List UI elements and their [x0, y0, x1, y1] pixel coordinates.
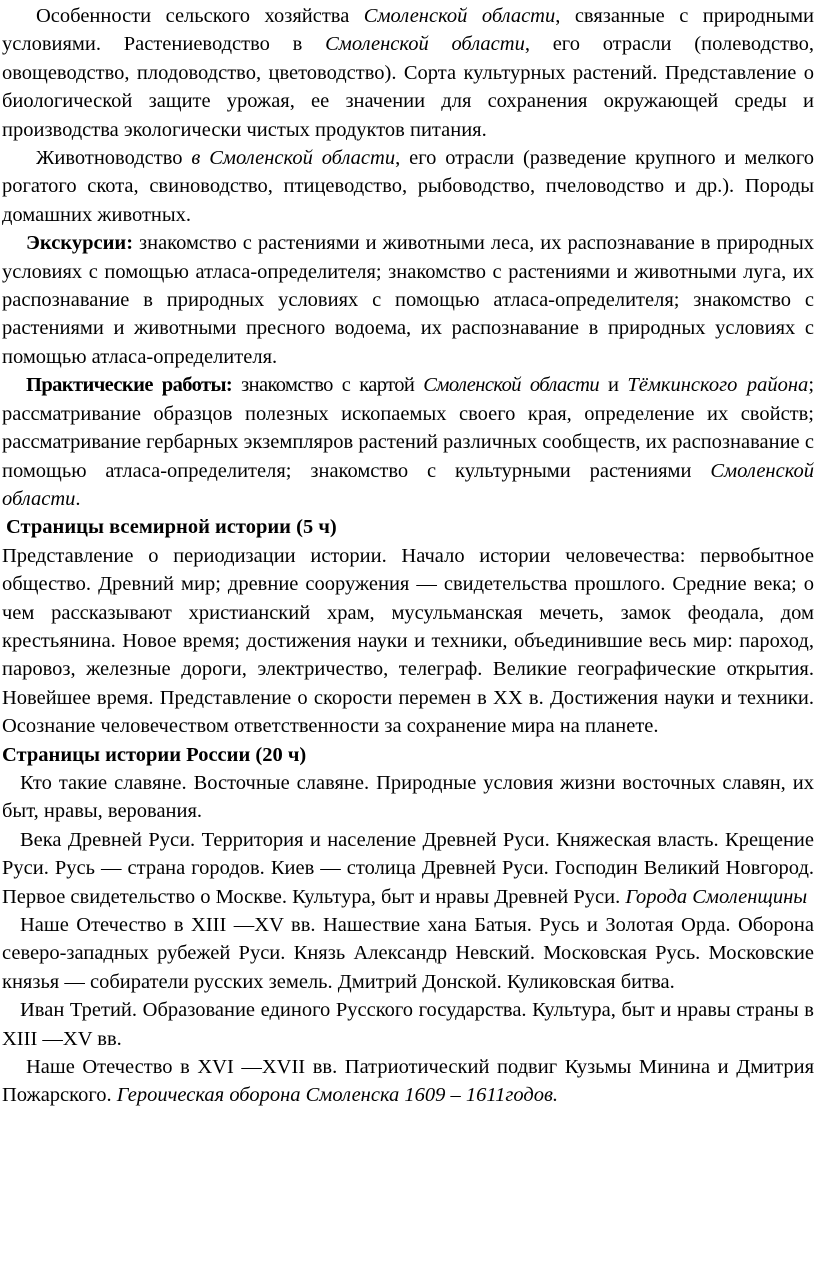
italic-region: в Смоленской области	[191, 147, 396, 170]
text: и	[599, 374, 628, 397]
paragraph-13-15-centuries: Наше Отечество в XIII —XV вв. Нашествие хана Батыя. Русь и Золотая Орда. Оборона северо-западных рубежей Руси. Князь Александр Невский. Московская Русь. Московские князья — собиратели русских земель. Дмитрий Донской. Куликовская битва.	[2, 914, 814, 993]
paragraph-16-17-centuries	[2, 1053, 814, 1110]
text: ; рассматривание образцов полезных ископаемых своего края, определение их свойств; рассматривание гербарных экземпляров растений различных сообществ, их распознавание с помощью атласа-определителя; знакомство с культурными растениями	[2, 374, 815, 482]
excursions-label: Экскурсии:	[26, 232, 134, 255]
italic-region: Смоленской области	[363, 5, 556, 27]
paragraph-excursions	[2, 229, 814, 371]
narrow-line	[26, 374, 627, 396]
paragraph-practical-works	[2, 371, 814, 513]
heading-russia-history: Страницы истории России (20 ч)	[2, 743, 307, 766]
paragraph-agriculture	[2, 2, 814, 144]
italic-region: Смоленской области	[2, 459, 814, 510]
paragraph-ivan-third: Иван Третий. Образование единого Русского государства. Культура, быт и нравы страны в XIII —XV вв.	[2, 999, 814, 1050]
text: , его отрасли (полеводство, овощеводство, плодоводство, цветоводство). Сорта культурных растений. Представление о биологической защите урожая, ее значении для сохранения окружающей среды и производства экологически чистых продуктов питания.	[2, 33, 814, 141]
italic-smolensk-defense: Героическая оборона Смоленска 1609 – 1611годов.	[116, 1084, 559, 1107]
text: , связанные с природными условиями. Растениеводство в	[2, 5, 815, 56]
text: .	[75, 487, 81, 510]
heading-world-history: Страницы всемирной истории (5 ч)	[6, 516, 337, 539]
text: знакомство с растениями и животными леса, их распознавание в природных условиях с помощью атласа-определителя; знакомство с растениями и животными луга, их распознавание в природных условиях с помощью атласа-определителя; знакомство с растениями и животными пресного водоема, их распознавание в природных условиях с помощью атласа-определителя.	[2, 232, 814, 368]
paragraph-livestock	[2, 144, 814, 229]
paragraph-slavs: Кто такие славяне. Восточные славяне. Природные условия жизни восточных славян, их быт, нравы, верования.	[2, 771, 814, 823]
practical-works-label: Практические работы:	[26, 374, 233, 397]
paragraph-world-history: Представление о периодизации истории. Начало истории человечества: первобытное общество. Древний мир; древние сооружения — свидетельства прошлого. Средние века; о чем рассказывают христианский храм, мусульманская мечеть, замок феодала, дом крестьянина. Новое время; достижения науки и техники, объединившие весь мир: пароход, паровоз, железные дороги, электричество, телеграф. Великие географические открытия. Новейшее время. Представление о скорости перемен в XX в. Достижения науки и техники. Осознание человечеством ответственности за сохранение мира на планете.	[2, 544, 814, 738]
italic-district: Тёмкинского района	[627, 374, 809, 397]
text: Животноводство	[36, 147, 192, 170]
text: Особенности сельского хозяйства	[36, 5, 364, 27]
text: , его отрасли (разведение крупного и мелкого рогатого скота, свиноводство, птицеводство, рыбоводство, пчеловодство и др.). Породы домашних животных.	[2, 147, 814, 226]
text: Века Древней Руси. Территория и население Древней Руси. Княжеская власть. Крещение Руси. Русь — страна городов. Киев — столица Древней Руси. Господин Великий Новгород. Первое свидетельство о Москве. Культура, быт и нравы Древней Руси.	[2, 828, 814, 908]
text: Наше Отечество в XVI —XVII вв. Патриотический подвиг Кузьмы Минина и Дмитрия Пожарского.	[2, 1056, 814, 1107]
italic-region: Смоленской области	[325, 33, 525, 56]
paragraph-ancient-rus	[2, 826, 814, 911]
italic-region: Смоленской области	[423, 374, 600, 397]
italic-smolensk-cities: Города Смоленщины	[625, 885, 808, 908]
text: знакомство с картой	[232, 374, 424, 397]
